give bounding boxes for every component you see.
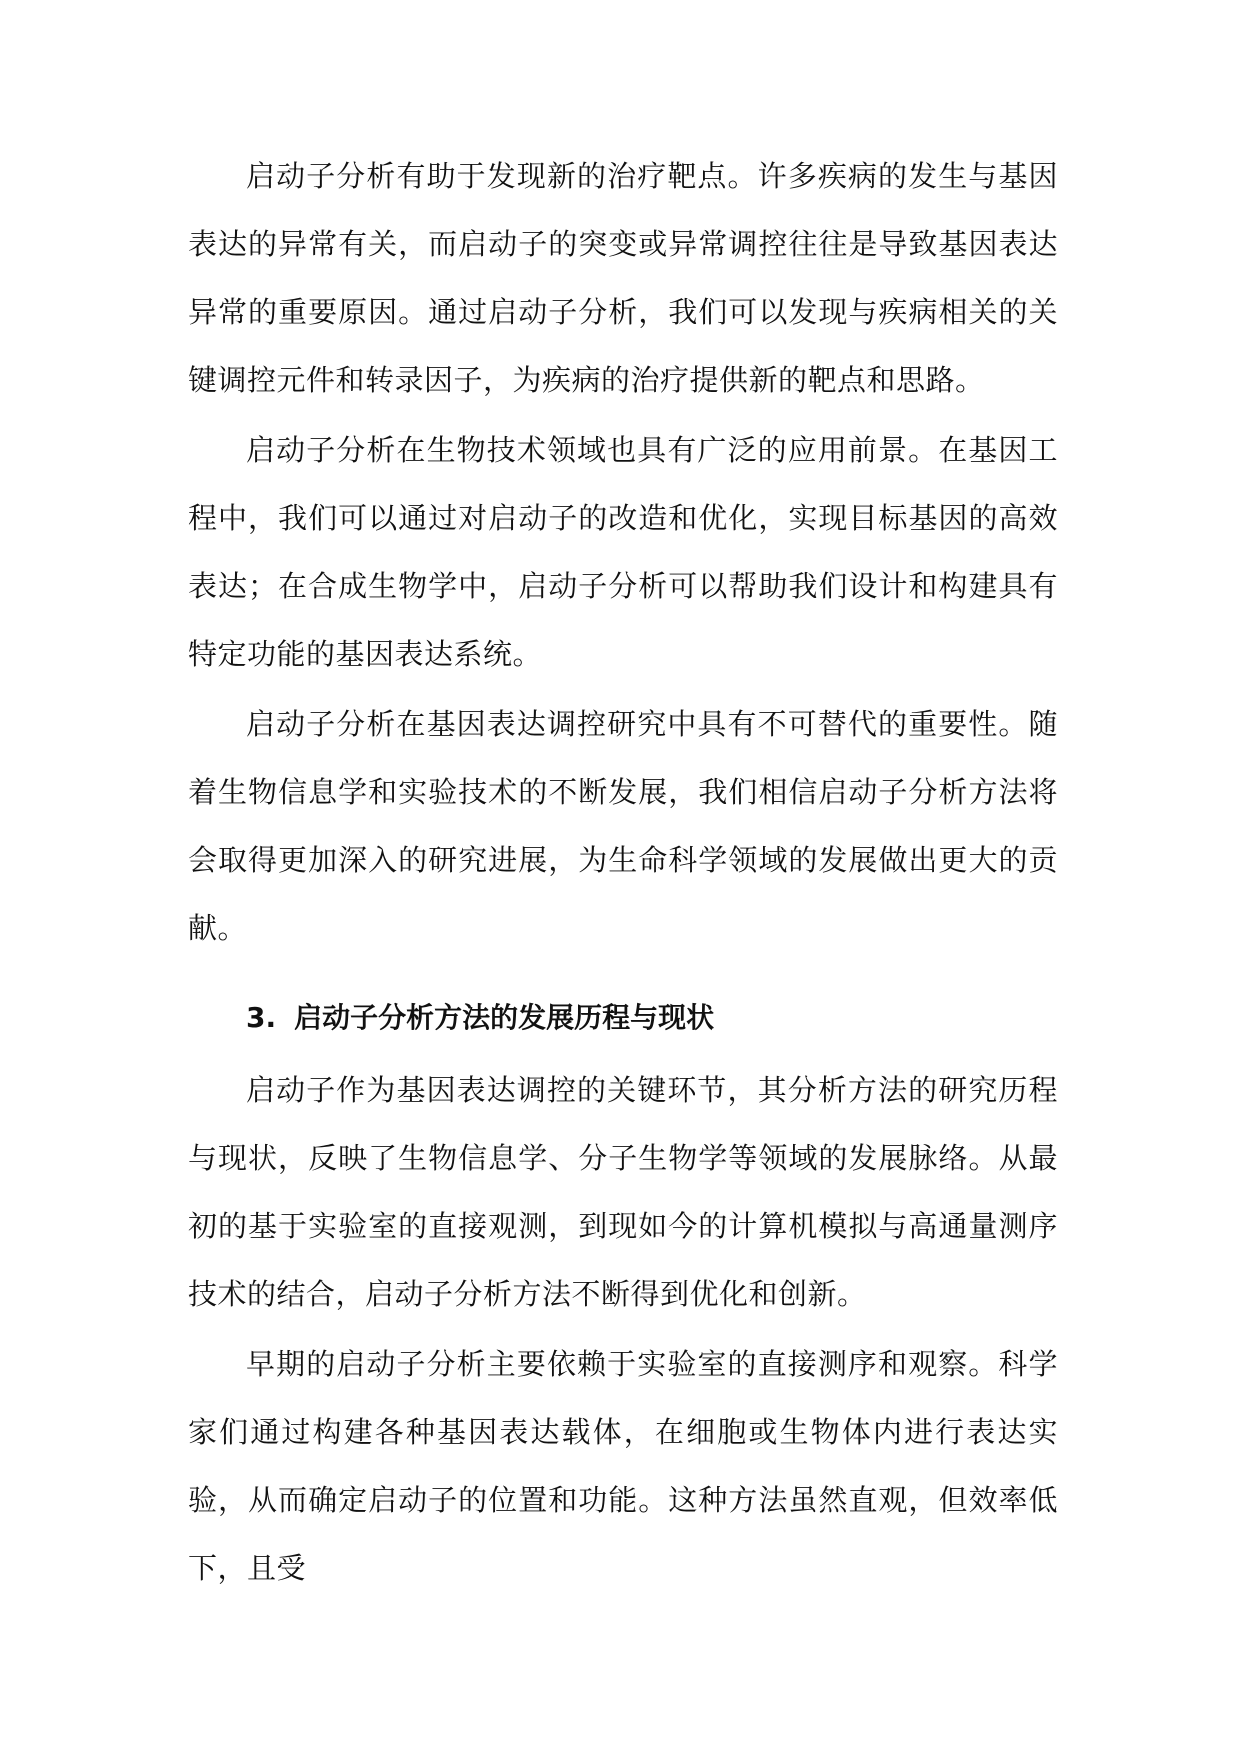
section-number: 3. xyxy=(246,1001,277,1034)
paragraph-therapeutic-targets: 启动子分析有助于发现新的治疗靶点。许多疾病的发生与基因表达的异常有关，而启动子的突变或异常调控往往是导致基因表达异常的重要原因。通过启动子分析，我们可以发现与疾病相关的关键调控元件和转录因子，为疾病的治疗提供新的靶点和思路。 xyxy=(188,159,1058,397)
section-title: 启动子分析方法的发展历程与现状 xyxy=(294,1001,715,1034)
paragraph-early-methods: 早期的启动子分析主要依赖于实验室的直接测序和观察。科学家们通过构建各种基因表达载体，在细胞或生物体内进行表达实验，从而确定启动子的位置和功能。这种方法虽然直观，但效率低下，且受 xyxy=(188,1347,1058,1585)
document-body xyxy=(188,142,1058,1602)
paragraph-biotech-applications: 启动子分析在生物技术领域也具有广泛的应用前景。在基因工程中，我们可以通过对启动子的改造和优化，实现目标基因的高效表达；在合成生物学中，启动子分析可以帮助我们设计和构建具有特定功能的基因表达系统。 xyxy=(188,433,1058,671)
paragraph-history-overview: 启动子作为基因表达调控的关键环节，其分析方法的研究历程与现状，反映了生物信息学、分子生物学等领域的发展脉络。从最初的基于实验室的直接观测，到现如今的计算机模拟与高通量测序技术的结合，启动子分析方法不断得到优化和创新。 xyxy=(188,1073,1058,1311)
section-heading xyxy=(188,990,1058,1046)
paragraph-importance-summary: 启动子分析在基因表达调控研究中具有不可替代的重要性。随着生物信息学和实验技术的不断发展，我们相信启动子分析方法将会取得更加深入的研究进展，为生命科学领域的发展做出更大的贡献。 xyxy=(188,707,1058,945)
